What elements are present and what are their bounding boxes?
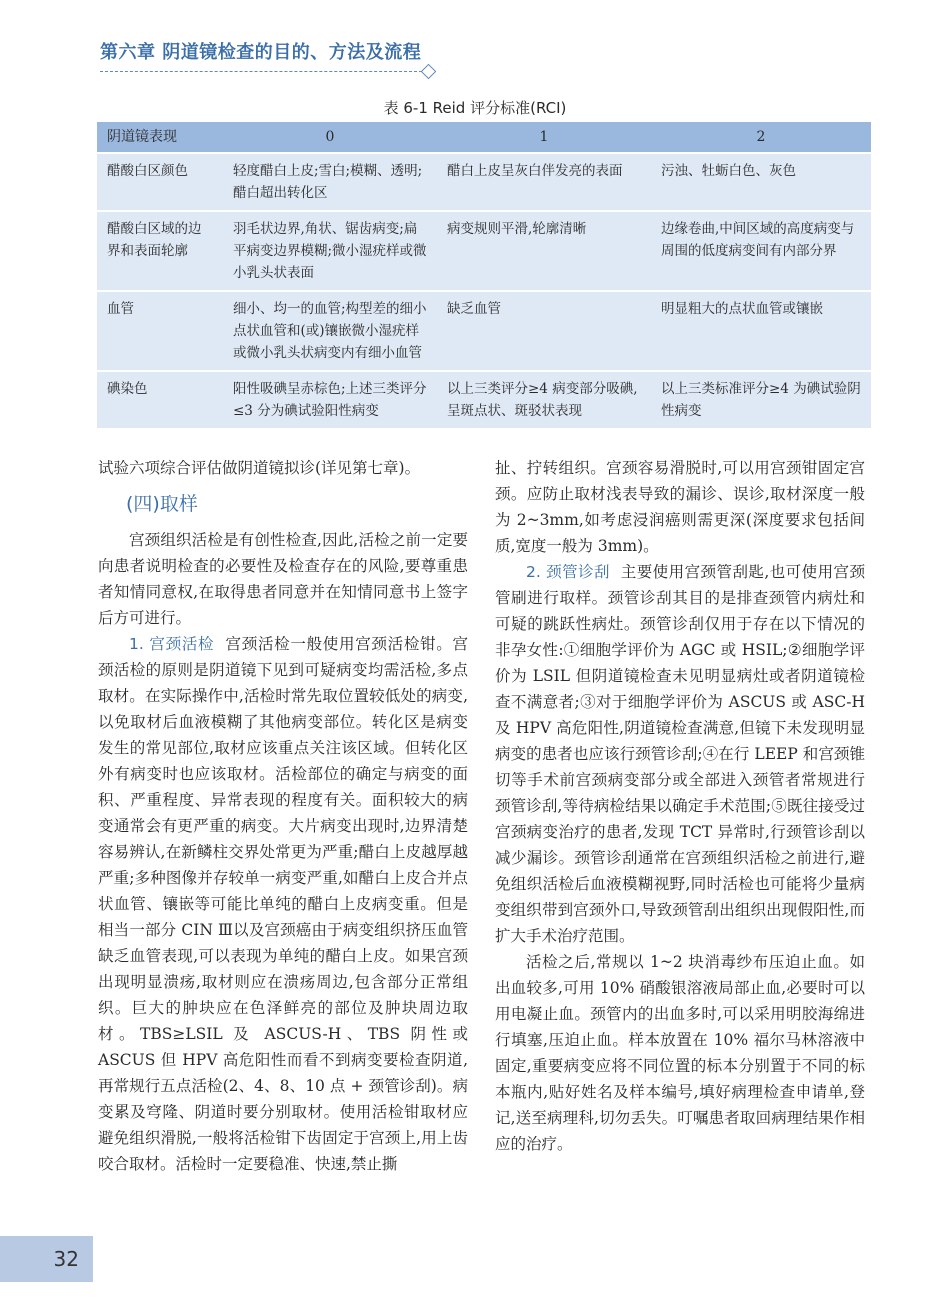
table-header-cell: 阴道镜表现	[97, 122, 223, 153]
table-cell: 醋白上皮呈灰白伴发亮的表面	[437, 153, 651, 211]
paragraph	[98, 631, 468, 1177]
table-header-cell: 0	[223, 122, 437, 153]
header-diamond-ornament	[421, 64, 437, 80]
paragraph-text: 宫颈活检一般使用宫颈活检钳。宫颈活检的原则是阴道镜下见到可疑病变均需活检,多点取材。在实际操作中,活检时常先取位置较低处的病变,以免取材后血液模糊了其他病变部位。转化区是病变发生的常见部位,取材应该重点关注该区域。但转化区外有病变时也应该取材。活检部位的确定与病变的面积、严重程度、异常表现的程度有关。面积较大的病变通常会有更严重的病变。大片病变出现时,边界清楚容易辨认,在新鳞柱交界处常更为严重;醋白上皮越厚越严重;多种图像并存较单一病变严重,如醋白上皮合并点状血管、镶嵌等可能比单纯的醋白上皮病变重。但是相当一部分 CIN Ⅲ以及宫颈癌由于病变组织挤压血管缺乏血管表现,可以表现为单纯的醋白上皮。如果宫颈出现明显溃疡,取材则应在溃疡周边,包含部分正常组织。巨大的肿块应在色泽鲜亮的部位及肿块周边取材。TBS≥LSIL 及 ASCUS-H、TBS 阴性或 ASCUS 但 HPV 高危阳性而看不到病变要检查阴道,再常规行五点活检(2、4、8、10 点 + 颈管诊刮)。病变累及穹隆、阴道时要分别取材。使用活检钳取材应避免组织滑脱,一般将活检钳下齿固定于宫颈上,用上齿咬合取材。活检时一定要稳准、快速,禁止撕	[98, 635, 468, 1173]
table-cell: 轻度醋白上皮;雪白;模糊、透明;醋白超出转化区	[223, 153, 437, 211]
table-cell: 明显粗大的点状血管或镶嵌	[651, 291, 871, 371]
section-title: (四)取样	[126, 493, 198, 515]
table-cell: 醋酸白区域的边界和表面轮廓	[97, 211, 223, 291]
header-divider	[100, 71, 422, 72]
paragraph: 宫颈组织活检是有创性检查,因此,活检之前一定要向患者说明检查的必要性及检查存在的风险,要尊重患者知情同意权,在取得患者同意并在知情同意书上签字后方可进行。	[98, 531, 468, 627]
table-cell: 缺乏血管	[437, 291, 651, 371]
table-header-cell: 1	[437, 122, 651, 153]
paragraph-text: 主要使用宫颈管刮匙,也可使用宫颈管刷进行取样。颈管诊刮其目的是排查颈管内病灶和可疑的跳跃性病灶。颈管诊刮仅用于存在以下情况的非孕女性:①细胞学评价为 AGC 或 HSIL;②细胞学评价为 LSIL 但阴道镜检查未见明显病灶或者阴道镜检查不满意者;③对于细胞学评价为 ASCUS 或 ASC-H 及 HPV 高危阳性,阴道镜检查满意,但镜下未发现明显病变的患者也应该行颈管诊刮;④在行 LEEP 和宫颈锥切等手术前宫颈病变部分或全部进入颈管者常规进行颈管诊刮,等待病检结果以确定手术范围;⑤既往接受过宫颈病变治疗的患者,发现 TCT 异常时,行颈管诊刮以减少漏诊。颈管诊刮通常在宫颈组织活检之前进行,避免组织活检后血液模糊视野,同时活检也可能将少量病变组织带到宫颈外口,导致颈管刮出组织出现假阳性,而扩大手术治疗范围。	[495, 563, 866, 945]
table-cell: 污浊、牡蛎白色、灰色	[651, 153, 871, 211]
table-cell: 以上三类评分≥4 病变部分吸碘,呈斑点状、斑驳状表现	[437, 371, 651, 428]
table-row	[97, 291, 871, 371]
paragraph: 扯、拧转组织。宫颈容易滑脱时,可以用宫颈钳固定宫颈。应防止取材浅表导致的漏诊、误诊,取材深度一般为 2~3mm,如考虑浸润癌则需更深(深度要求包括间质,宽度一般为 3mm)。	[495, 459, 865, 555]
subsection-keyword: 1. 宫颈活检	[129, 635, 215, 653]
table-cell: 碘染色	[97, 371, 223, 428]
table-row	[97, 211, 871, 291]
table-row	[97, 371, 871, 428]
table-cell: 边缘卷曲,中间区域的高度病变与周围的低度病变间有内部分界	[651, 211, 871, 291]
table-cell: 以上三类标准评分≥4 为碘试验阴性病变	[651, 371, 871, 428]
paragraph: 试验六项综合评估做阴道镜拟诊(详见第七章)。	[98, 459, 421, 477]
left-column	[98, 455, 468, 1177]
table-header-row	[97, 122, 871, 153]
table-header-cell: 2	[651, 122, 871, 153]
table-row	[97, 153, 871, 211]
paragraph	[495, 559, 865, 949]
table-cell: 病变规则平滑,轮廓清晰	[437, 211, 651, 291]
table-cell: 羽毛状边界,角状、锯齿病变;扁平病变边界模糊;微小湿疣样或微小乳头状表面	[223, 211, 437, 291]
right-column	[495, 455, 865, 1157]
page-number: 32	[0, 1236, 93, 1282]
reid-score-table	[97, 122, 871, 428]
subsection-keyword: 2. 颈管诊刮	[526, 563, 610, 581]
table-cell: 阳性吸碘呈赤棕色;上述三类评分≤3 分为碘试验阳性病变	[223, 371, 437, 428]
chapter-header: 第六章 阴道镜检查的目的、方法及流程	[100, 42, 422, 63]
table-title: 表 6-1 Reid 评分标准(RCI)	[383, 99, 567, 117]
table-cell: 醋酸白区颜色	[97, 153, 223, 211]
table-cell: 细小、均一的血管;构型差的细小点状血管和(或)镶嵌微小湿疣样或微小乳头状病变内有细小血管	[223, 291, 437, 371]
table-cell: 血管	[97, 291, 223, 371]
paragraph: 活检之后,常规以 1~2 块消毒纱布压迫止血。如出血较多,可用 10% 硝酸银溶液局部止血,必要时可以用电凝止血。颈管内的出血多时,可以采用明胶海绵进行填塞,压迫止血。样本放置在 10% 福尔马林溶液中固定,重要病变应将不同位置的标本分别置于不同的标本瓶内,贴好姓名及样本编号,填好病理检查申请单,登记,送至病理科,切勿丢失。叮嘱患者取回病理结果作相应的治疗。	[495, 953, 865, 1153]
